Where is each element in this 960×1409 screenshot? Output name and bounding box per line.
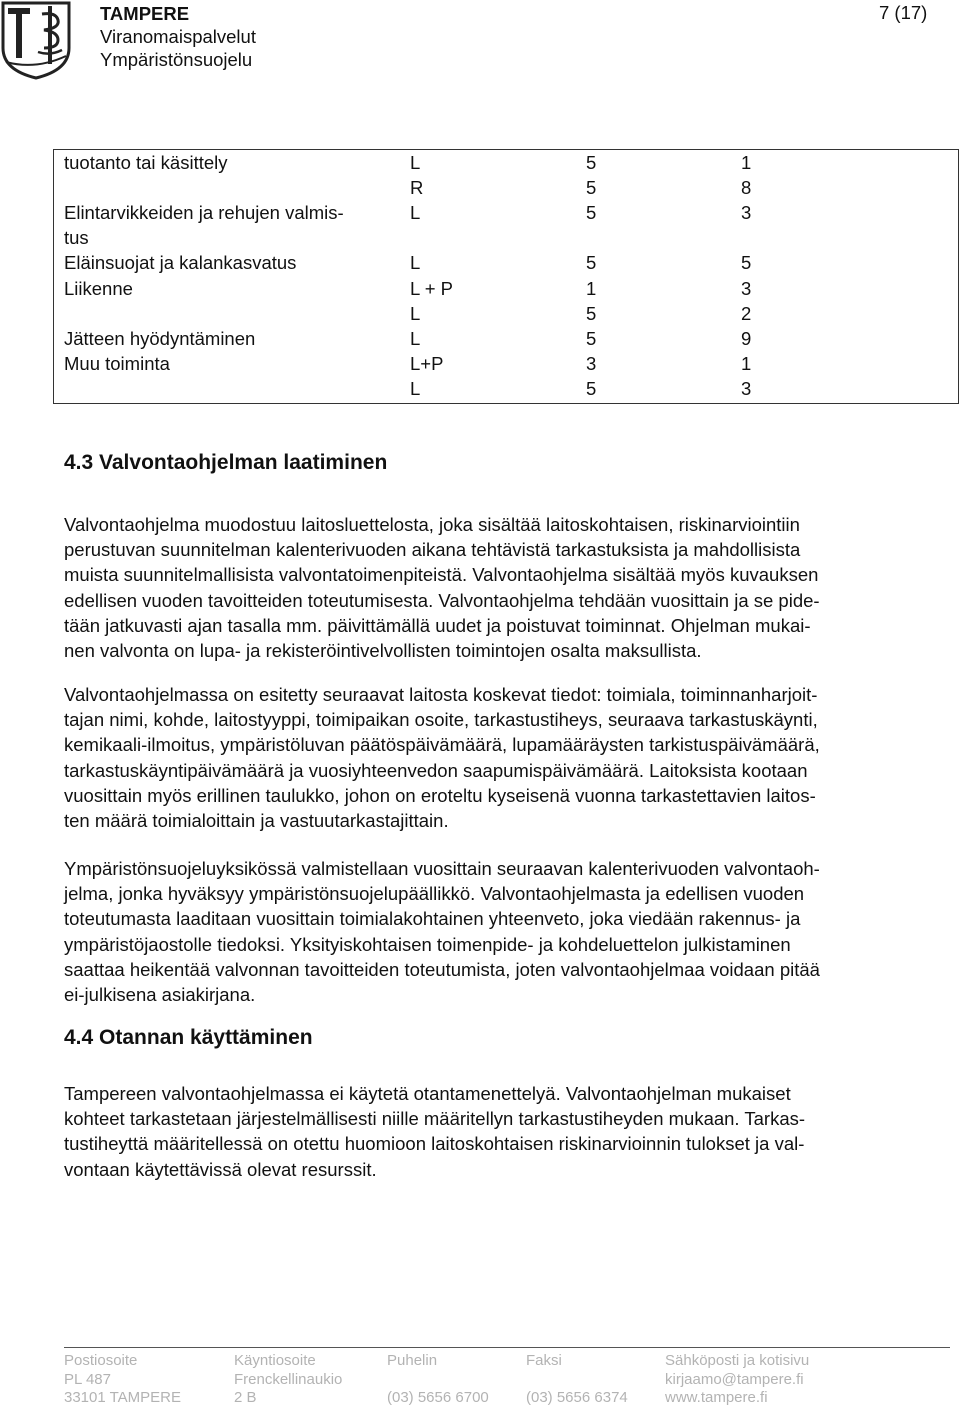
text-line: tään jatkuvasti ajan tasalla mm. päivittämällä uudet ja poistuvat toiminnat. Ohjelman mukai- (64, 614, 811, 636)
footer-label: Postiosoite (64, 1352, 138, 1369)
table-cell-class: L (410, 303, 421, 324)
table-cell-value: 5 (586, 202, 597, 223)
text-line: edellisen vuoden tavoitteiden toteutumisesta. Valvontaohjelma tehdään vuosittain ja se pide- (64, 589, 820, 611)
text-line: saattaa heikentää valvonnan tavoitteiden toteutumista, joten valvontaohjelmaa voidaan pitää (64, 958, 820, 980)
text-line: Ympäristönsuojeluyksikössä valmistellaan vuosittain seuraavan kalenterivuoden valvontaoh- (64, 858, 820, 879)
table-cell-class: L (410, 202, 421, 223)
text-line: Valvontaohjelmassa on esitetty seuraavat laitosta koskevat tiedot: toimiala, toiminnanharjoit- (64, 684, 818, 705)
footer-postal-address (64, 1352, 181, 1408)
text-line: jelma, jonka hyväksyy ympäristönsuojelupäällikkö. Valvontaohjelmasta ja edellisen vuoden (64, 883, 805, 905)
table-cell-value: 3 (741, 202, 752, 223)
text-line: toteutumasta laaditaan vuosittain toimialakohtainen yhteenveto, joka viedään rakennus- ja (64, 908, 801, 930)
table-cell-value: 1 (741, 152, 752, 173)
table-cell-class: L (410, 252, 421, 273)
footer-label: Faksi (526, 1352, 562, 1369)
text-line: vuosittain myös erillinen taulukko, johon on eroteltu kyseisenä vuonna tarkastettavien laitos- (64, 784, 816, 806)
table-cell-value: 5 (586, 328, 597, 349)
table-cell-value: 9 (741, 328, 752, 349)
table-cell-class: L (410, 378, 421, 399)
table-cell-class: L+P (410, 353, 444, 374)
table-cell-value: 5 (586, 177, 597, 198)
unit-name: Ympäristönsuojelu (100, 49, 253, 70)
table-cell-value: 5 (586, 303, 597, 324)
page-number: 7 (17) (879, 2, 928, 23)
text-line: tajan nimi, kohde, laitostyyppi, toimipaikan osoite, tarkastustiheys, seuraava tarkastuskäynti, (64, 709, 818, 731)
table-cell-value: 3 (586, 353, 597, 374)
tampere-coat-of-arms-logo (0, 0, 72, 80)
table-cell-value: 5 (741, 252, 752, 273)
table-cell-activity: tus (64, 227, 89, 248)
section-heading-4-3: 4.3 Valvontaohjelman laatiminen (64, 451, 388, 474)
footer-label: Käyntiosoite (234, 1352, 316, 1369)
text-line: muista suunnitelmallisista valvontatoimenpiteistä. Valvontaohjelma sisältää myös kuvauksen (64, 564, 819, 586)
footer-email-web (665, 1352, 809, 1408)
table-cell-activity: Muu toiminta (64, 353, 170, 374)
text-line: Tampereen valvontaohjelmassa ei käytetä otantamenettelyä. Valvontaohjelman mukaiset (64, 1083, 791, 1104)
footer-value (526, 1371, 628, 1390)
text-line: Valvontaohjelma muodostuu laitosluettelosta, joka sisältää laitoskohtaisen, riskinarviointiin (64, 514, 800, 535)
text-line: ympäristöjaostolle tiedoksi. Yksityiskohtaisen toimenpide- ja kohdeluettelon julkistaminen (64, 933, 791, 955)
text-line: tarkastuskäyntipäivämäärä ja vuosiyhteenvedon saapumispäivämäärä. Laitoksista kootaan (64, 759, 808, 781)
table-cell-value: 5 (586, 252, 597, 273)
table-cell-value: 3 (741, 378, 752, 399)
text-line: perustuvan suunnitelman kalenterivuoden aikana tehtävistä tarkastuksista ja mahdollisista (64, 539, 801, 561)
table-cell-class: L (410, 328, 421, 349)
footer-email-link[interactable]: kirjaamo@tampere.fi (665, 1370, 804, 1388)
footer-value: Frenckellinaukio (234, 1370, 343, 1388)
table-cell-activity: Eläinsuojat ja kalankasvatus (64, 252, 297, 273)
table-cell-activity: tuotanto tai käsittely (64, 152, 228, 173)
paragraph-4-4-1 (64, 1081, 944, 1182)
org-name: TAMPERE (100, 3, 190, 24)
text-line: ei-julkisena asiakirjana. (64, 984, 256, 1006)
footer-phone (387, 1352, 489, 1408)
control-frequency-table (53, 149, 959, 404)
table-cell-value: 3 (741, 278, 752, 299)
table-cell-value: 5 (586, 378, 597, 399)
table-cell-class: L + P (410, 278, 454, 299)
footer-fax (526, 1352, 628, 1408)
footer-visiting-address (234, 1352, 342, 1408)
paragraph-4-3-2 (64, 682, 944, 833)
footer-value (387, 1371, 489, 1390)
table-cell-class: L (410, 152, 421, 173)
table-cell-value: 2 (741, 303, 752, 324)
paragraph-4-3-1 (64, 512, 944, 663)
section-heading-4-4: 4.4 Otannan käyttäminen (64, 1026, 313, 1049)
table-cell-value: 1 (586, 278, 597, 299)
table-cell-value: 8 (741, 177, 752, 198)
text-line: nen valvonta on lupa- ja rekisteröintivelvollisten toimintojen osalta maksullista. (64, 640, 702, 662)
header-organization (100, 2, 256, 71)
text-line: tustiheyttä määritellessä on otettu huomioon laitoskohtaisen riskinarvioinnin tulokset ja val- (64, 1133, 805, 1155)
footer-value: PL 487 (64, 1370, 111, 1388)
footer-label: Puhelin (387, 1352, 438, 1369)
table-cell-activity: Jätteen hyödyntäminen (64, 328, 256, 349)
footer-website-link[interactable]: www.tampere.fi (665, 1389, 768, 1406)
table-cell-activity: Elintarvikkeiden ja rehujen valmis- (64, 202, 344, 223)
footer-value: 2 B (234, 1389, 257, 1406)
table-cell-value: 1 (741, 353, 752, 374)
text-line: vontaan käytettävissä olevat resurssit. (64, 1158, 377, 1180)
department-name: Viranomaispalvelut (100, 26, 256, 47)
text-line: ten määrä toimialoittain ja vastuutarkastajittain. (64, 810, 449, 832)
footer-value: (03) 5656 6374 (526, 1389, 628, 1406)
table-cell-class: R (410, 177, 424, 198)
table-cell-activity: Liikenne (64, 278, 133, 299)
paragraph-4-3-3 (64, 856, 944, 1007)
footer-value: 33101 TAMPERE (64, 1389, 182, 1406)
table-cell-value: 5 (586, 152, 597, 173)
footer-label: Sähköposti ja kotisivu (665, 1352, 810, 1369)
footer-divider (64, 1347, 950, 1348)
footer-value: (03) 5656 6700 (387, 1389, 489, 1406)
text-line: kemikaali-ilmoitus, ympäristöluvan päätöspäivämäärä, lupamääräysten tarkistuspäivämäärä, (64, 734, 820, 756)
text-line: kohteet tarkastetaan järjestelmällisesti niille määritellyn tarkastustiheyden mukaan. Tarkas- (64, 1108, 806, 1130)
